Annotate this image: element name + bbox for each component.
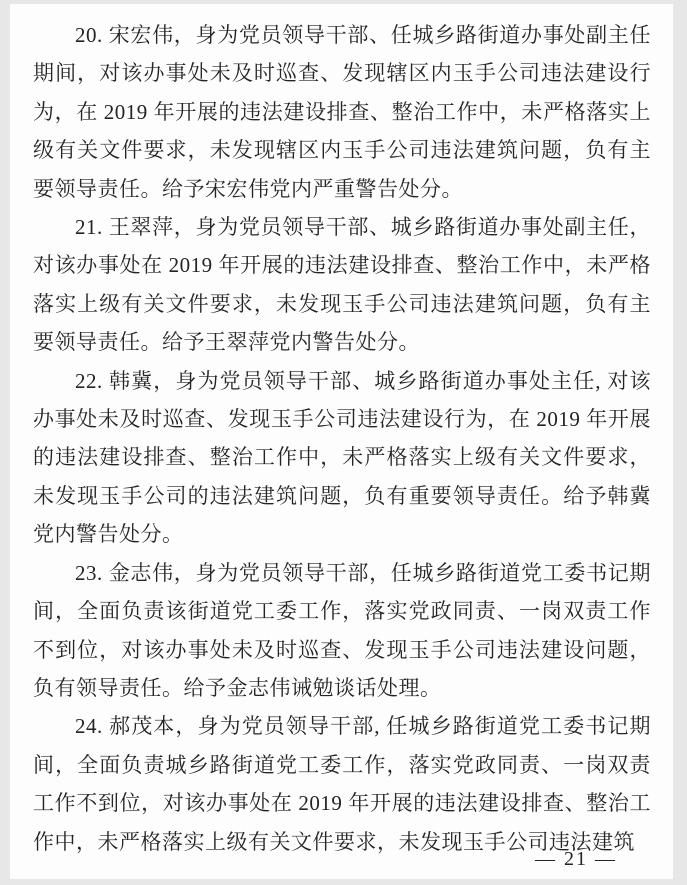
page-number: — 21 — bbox=[535, 848, 617, 870]
disciplinary-item-20: 20. 宋宏伟，身为党员领导干部、任城乡路街道办事处副主任期间，对该办事处未及时巡查、发现辖区内玉手公司违法建设行为，在 2019 年开展的违法建设排查、整治工作中，未严格落实上级有关文件要求，未发现辖区内玉手公司违法建筑问题，负有主要领导责任。给予宋宏伟党内严重警告处分。 bbox=[33, 23, 651, 201]
disciplinary-item-21: 21. 王翠萍，身为党员领导干部、城乡路街道办事处副主任，对该办事处在 2019 年开展的违法建设排查、整治工作中，未严格落实上级有关文件要求，未发现玉手公司违法建筑问题，负有主要领导责任。给予王翠萍党内警告处分。 bbox=[33, 215, 651, 355]
document-page bbox=[10, 4, 673, 879]
disciplinary-item-23: 23. 金志伟，身为党员领导干部，任城乡路街道党工委书记期间，全面负责该街道党工委工作，落实党政同责、一岗双责工作不到位，对该办事处未及时巡查、发现玉手公司违法建设问题，负有领导责任。给予金志伟诫勉谈话处理。 bbox=[33, 560, 651, 700]
disciplinary-item-24: 24. 郝茂本，身为党员领导干部, 任城乡路街道党工委书记期间，全面负责城乡路街道党工委工作，落实党政同责、一岗双责工作不到位，对该办事处在 2019 年开展的违法建设排查、整治工作中，未严格落实上级有关文件要求，未发现玉手公司违法建筑 bbox=[33, 714, 651, 854]
document-body bbox=[33, 16, 651, 861]
disciplinary-item-22: 22. 韩冀，身为党员领导干部、城乡路街道办事处主任, 对该办事处未及时巡查、发现玉手公司违法建设行为，在 2019 年开展的违法建设排查、整治工作中，未严格落实上级有关文件要求，未发现玉手公司的违法建筑问题，负有重要领导责任。给予韩冀党内警告处分。 bbox=[33, 368, 651, 547]
